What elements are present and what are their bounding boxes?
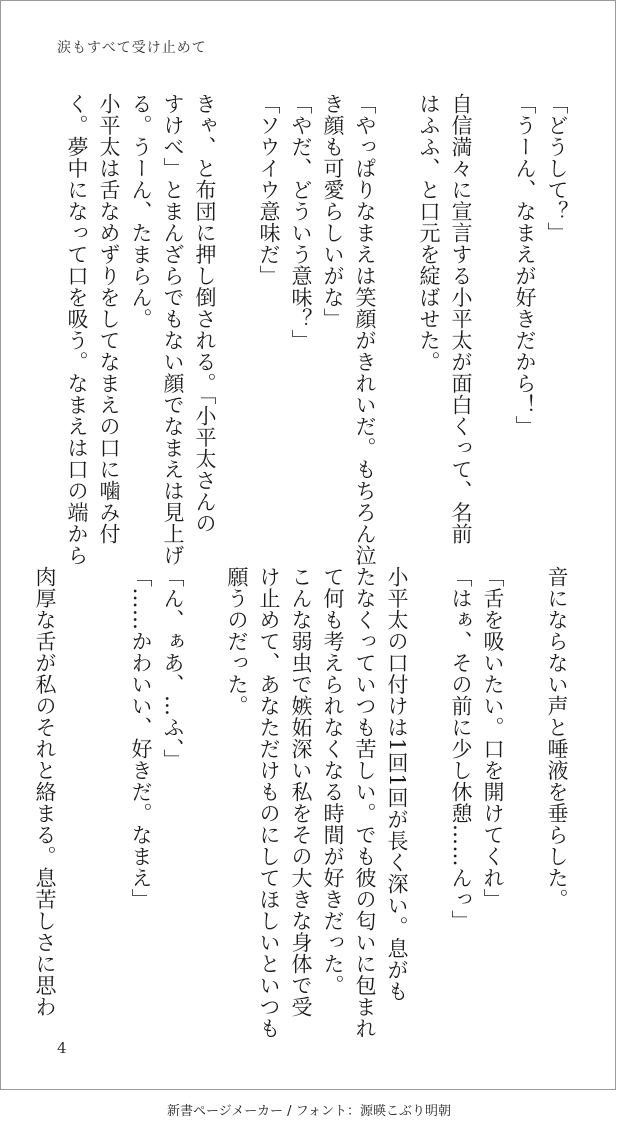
- text-line: 「ん、ぁあ、…ふ、」: [161, 566, 185, 771]
- text-line: 肉厚な舌が私のそれと絡まる。息苦しさに思わ: [33, 566, 57, 1018]
- text-line: 「舌を吸いたい。口を開けてくれ」: [481, 566, 505, 910]
- text-line: 「……かわいい、好きだ。なまえ」: [129, 566, 153, 910]
- text-line: 「やだ、どういう意味？」: [289, 93, 313, 351]
- text-line: 「はぁ、その前に少し休憩……んっ」: [449, 566, 473, 932]
- page-number: 4: [57, 1039, 67, 1057]
- text-line: たなくっていつも苦しい。でも彼の匂いに包まれ: [353, 566, 377, 1039]
- text-line: こんな弱虫で嫉妬深い私をその大きな身体で受: [289, 566, 313, 1018]
- text-line: すけべ」とまんざらでもない顔でなまえは見上げ: [161, 93, 185, 566]
- text-line: はふふ、と口元を綻ばせた。: [417, 93, 441, 373]
- text-line: 「やっぱりなまえは笑顔がきれいだ。もちろん泣: [353, 93, 377, 566]
- text-line: 願うのだった。: [225, 566, 249, 717]
- text-line: 「どうして？」: [545, 93, 569, 244]
- text-line: き顔も可愛らしいがな」: [321, 93, 345, 330]
- text-line: て何も考えられなくなる時間が好きだった。: [321, 566, 345, 996]
- text-line: [93, 566, 125, 1011]
- text-line: け止めて、あなただけものにしてほしいといつも: [257, 566, 281, 1039]
- text-line: [61, 566, 93, 1011]
- text-line: [413, 566, 445, 1011]
- upper-text-block: [61, 93, 573, 566]
- text-line: 「ソウイウ意味だ」: [257, 93, 281, 287]
- text-line: [189, 566, 221, 1011]
- text-line: 小平太の口付けは1回1回が長く深い。息がも: [385, 566, 409, 1003]
- footer-credit: 新書ページメーカー / フォント：源暎こぶり明朝: [166, 1104, 452, 1119]
- text-line: [477, 93, 509, 523]
- text-line: 「うーん、なまえが好きだから！」: [513, 93, 537, 437]
- text-line: 音にならない声と唾液を垂らした。: [545, 566, 569, 910]
- text-line: 小平太は舌なめずりをしてなまえの口に噛み付: [97, 93, 121, 545]
- text-line: きゃ、と布団に押し倒される。「小平太さんの: [193, 93, 217, 534]
- text-line: 自信満々に宣言する小平太が面白くって、名前: [449, 93, 473, 545]
- running-title: 涙もすべて受け止めて: [57, 40, 207, 56]
- text-line: く。夢中になって口を吸う。なまえは口の端から: [65, 93, 89, 566]
- text-line: [509, 566, 541, 1011]
- text-line: [381, 93, 413, 523]
- text-line: る。うーん、たまらん。: [129, 93, 153, 330]
- text-line: [221, 93, 253, 523]
- lower-text-block: [29, 566, 573, 1039]
